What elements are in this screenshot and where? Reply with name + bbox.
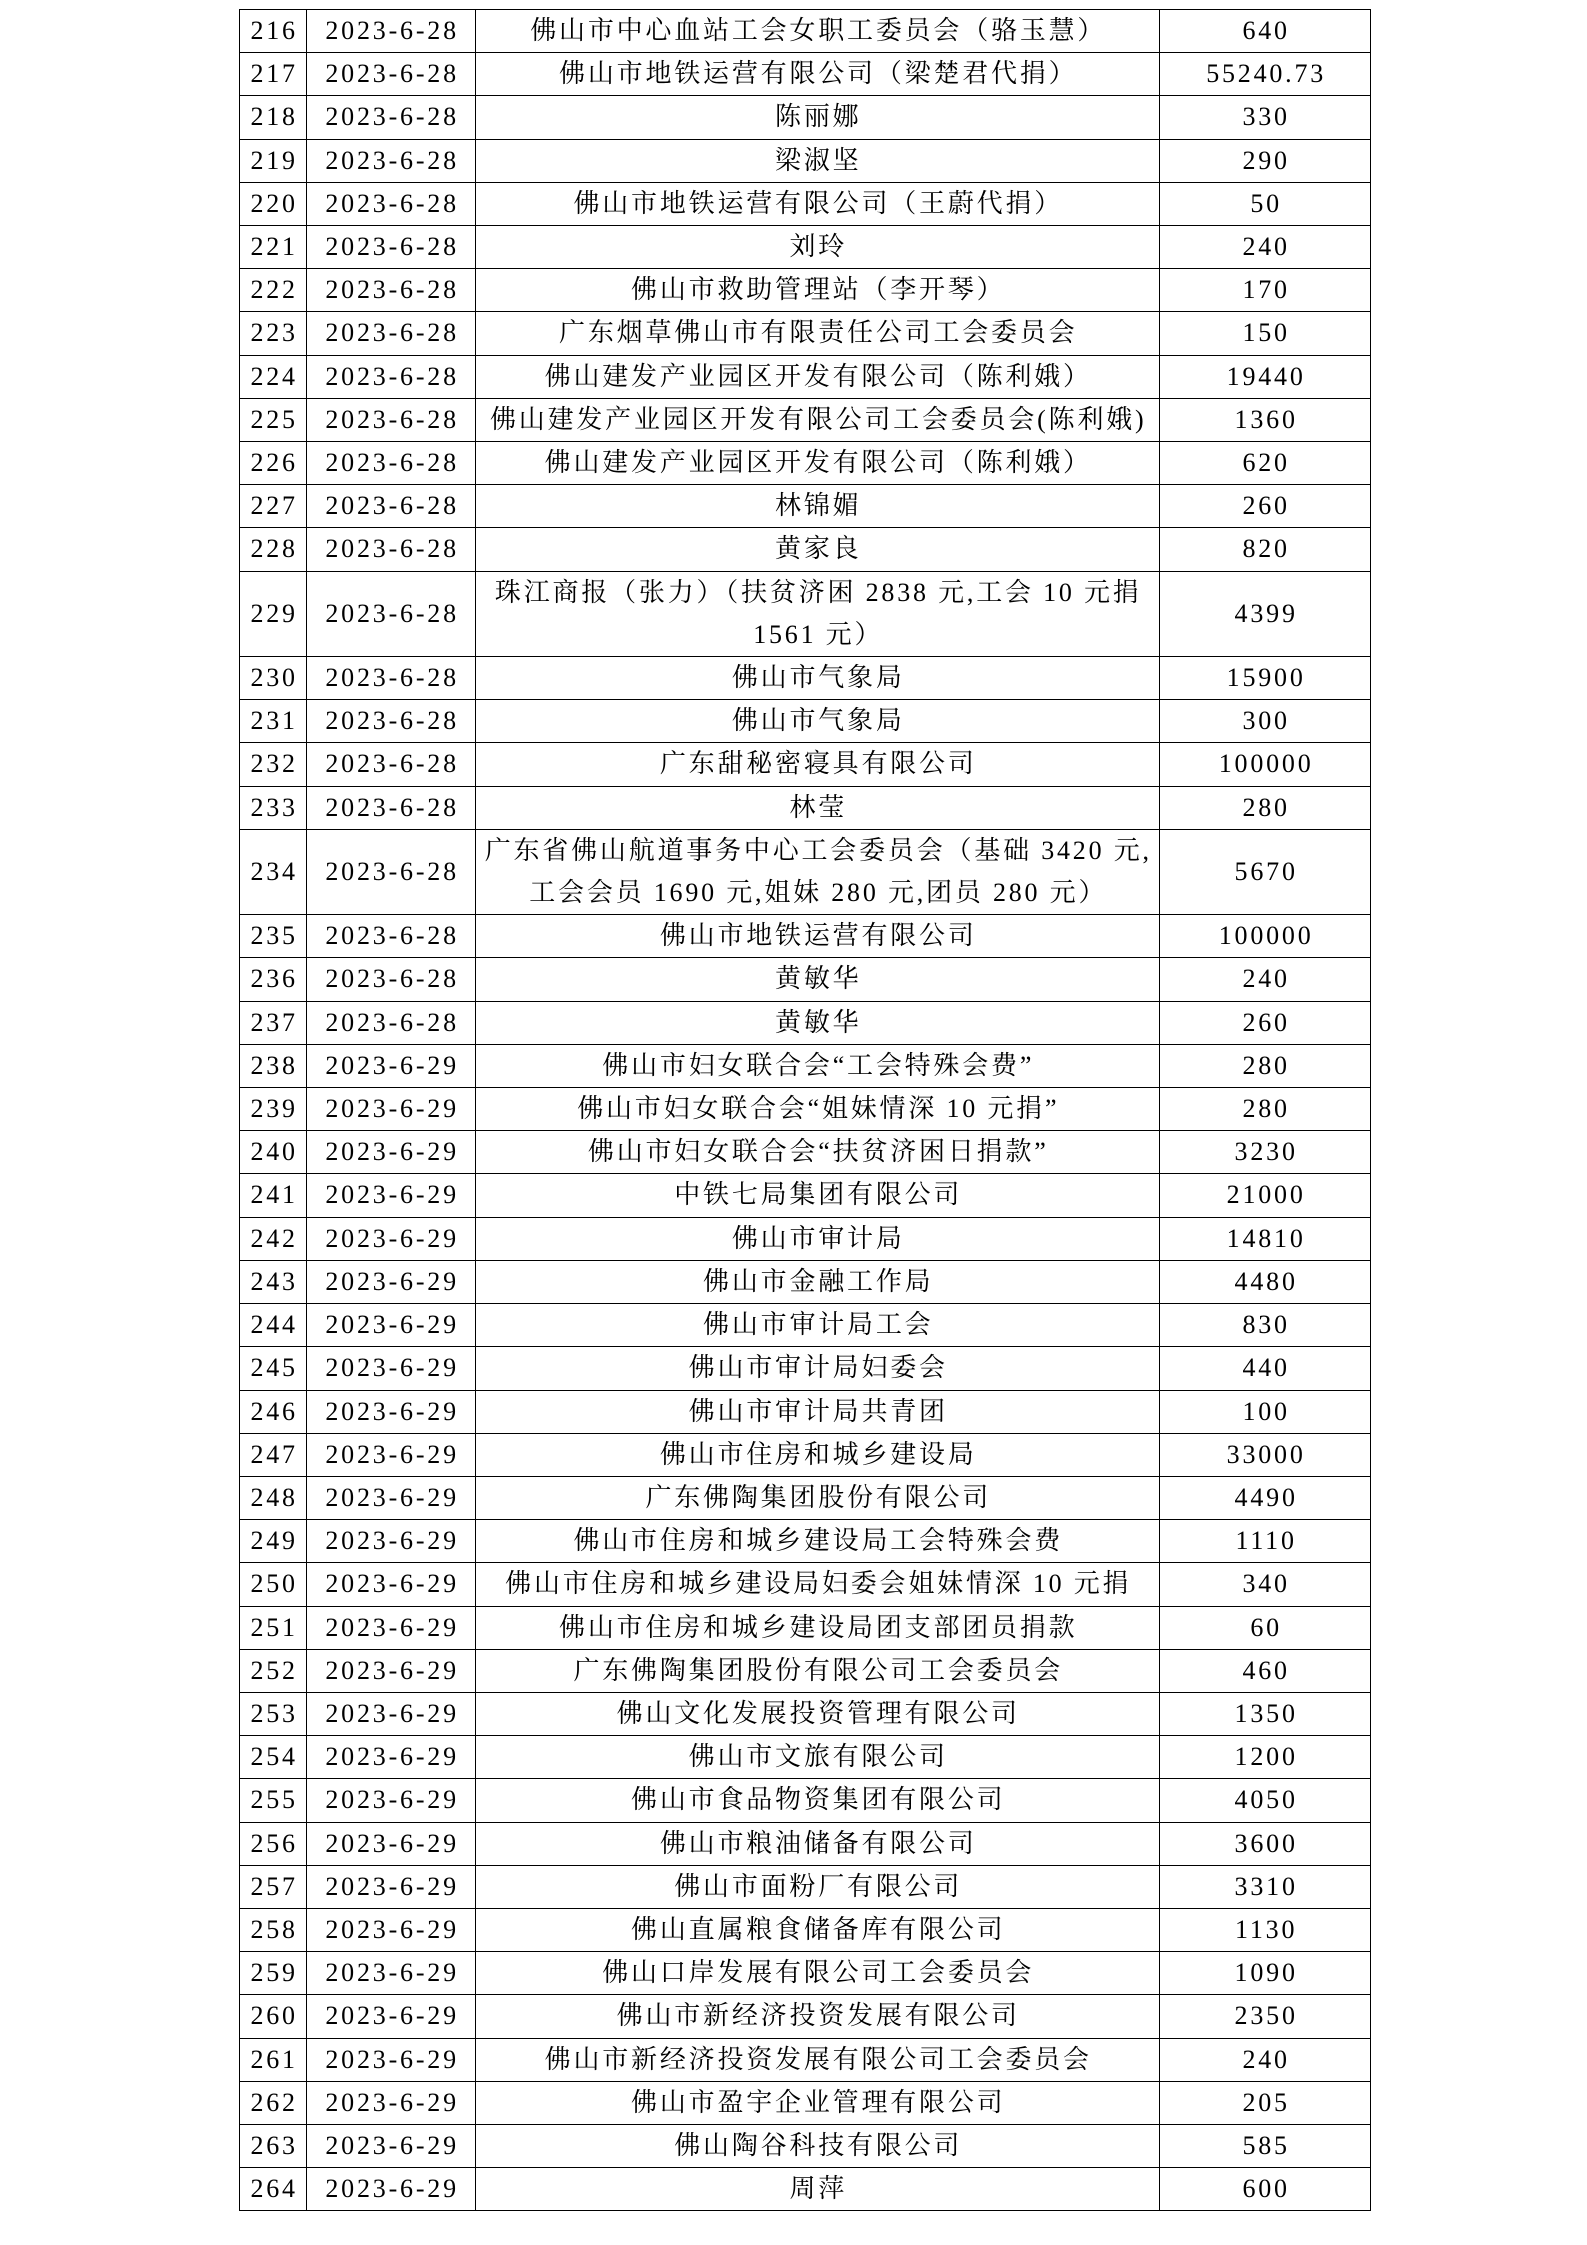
table-row bbox=[240, 1218, 1371, 1261]
amount-cell: 820 bbox=[1160, 528, 1372, 570]
amount-cell: 33000 bbox=[1160, 1434, 1372, 1476]
table-row bbox=[240, 1347, 1371, 1390]
date-cell: 2023-6-29 bbox=[307, 1434, 477, 1476]
table-row bbox=[240, 572, 1371, 657]
row-number-cell: 249 bbox=[240, 1520, 307, 1562]
table-row bbox=[240, 1779, 1371, 1822]
table-row bbox=[240, 140, 1371, 183]
row-number-cell: 219 bbox=[240, 140, 307, 182]
amount-cell: 100 bbox=[1160, 1391, 1372, 1433]
row-number-cell: 220 bbox=[240, 183, 307, 225]
donor-name-cell: 佛山市文旅有限公司 bbox=[476, 1736, 1160, 1778]
row-number-cell: 218 bbox=[240, 96, 307, 138]
amount-cell: 240 bbox=[1160, 2039, 1372, 2081]
donor-name-cell: 刘玲 bbox=[476, 226, 1160, 268]
table-row bbox=[240, 1477, 1371, 1520]
table-row bbox=[240, 743, 1371, 786]
donor-name-cell: 佛山市住房和城乡建设局团支部团员捐款 bbox=[476, 1607, 1160, 1649]
table-row bbox=[240, 356, 1371, 399]
date-cell: 2023-6-28 bbox=[307, 958, 477, 1000]
row-number-cell: 225 bbox=[240, 399, 307, 441]
donor-name-cell: 广东佛陶集团股份有限公司 bbox=[476, 1477, 1160, 1519]
date-cell: 2023-6-29 bbox=[307, 1607, 477, 1649]
date-cell: 2023-6-29 bbox=[307, 1174, 477, 1216]
row-number-cell: 244 bbox=[240, 1304, 307, 1346]
date-cell: 2023-6-28 bbox=[307, 96, 477, 138]
donor-name-cell: 梁淑坚 bbox=[476, 140, 1160, 182]
donor-name-cell: 周萍 bbox=[476, 2168, 1160, 2210]
amount-cell: 1360 bbox=[1160, 399, 1372, 441]
table-row bbox=[240, 2168, 1371, 2211]
table-row bbox=[240, 10, 1371, 53]
row-number-cell: 262 bbox=[240, 2082, 307, 2124]
amount-cell: 600 bbox=[1160, 2168, 1372, 2210]
date-cell: 2023-6-29 bbox=[307, 1520, 477, 1562]
table-row bbox=[240, 1131, 1371, 1174]
amount-cell: 4050 bbox=[1160, 1779, 1372, 1821]
table-row bbox=[240, 700, 1371, 743]
date-cell: 2023-6-29 bbox=[307, 1045, 477, 1087]
date-cell: 2023-6-29 bbox=[307, 1304, 477, 1346]
row-number-cell: 234 bbox=[240, 830, 307, 914]
row-number-cell: 248 bbox=[240, 1477, 307, 1519]
table-row bbox=[240, 1693, 1371, 1736]
amount-cell: 15900 bbox=[1160, 657, 1372, 699]
donor-name-cell: 佛山市中心血站工会女职工委员会（骆玉慧） bbox=[476, 10, 1160, 52]
table-row bbox=[240, 1391, 1371, 1434]
row-number-cell: 252 bbox=[240, 1650, 307, 1692]
row-number-cell: 226 bbox=[240, 442, 307, 484]
table-row bbox=[240, 1823, 1371, 1866]
row-number-cell: 241 bbox=[240, 1174, 307, 1216]
date-cell: 2023-6-29 bbox=[307, 1736, 477, 1778]
donor-name-cell: 佛山市地铁运营有限公司（梁楚君代捐） bbox=[476, 53, 1160, 95]
amount-cell: 340 bbox=[1160, 1563, 1372, 1605]
donor-name-cell: 佛山市气象局 bbox=[476, 657, 1160, 699]
donor-name-cell: 黄家良 bbox=[476, 528, 1160, 570]
donor-name-cell: 佛山建发产业园区开发有限公司（陈利娥） bbox=[476, 356, 1160, 398]
date-cell: 2023-6-28 bbox=[307, 356, 477, 398]
date-cell: 2023-6-28 bbox=[307, 528, 477, 570]
table-row bbox=[240, 1995, 1371, 2038]
date-cell: 2023-6-29 bbox=[307, 2125, 477, 2167]
amount-cell: 55240.73 bbox=[1160, 53, 1372, 95]
amount-cell: 280 bbox=[1160, 787, 1372, 829]
date-cell: 2023-6-29 bbox=[307, 2082, 477, 2124]
table-row bbox=[240, 183, 1371, 226]
table-row bbox=[240, 53, 1371, 96]
donor-name-cell: 佛山市气象局 bbox=[476, 700, 1160, 742]
amount-cell: 280 bbox=[1160, 1088, 1372, 1130]
amount-cell: 260 bbox=[1160, 485, 1372, 527]
date-cell: 2023-6-29 bbox=[307, 1088, 477, 1130]
date-cell: 2023-6-29 bbox=[307, 2039, 477, 2081]
amount-cell: 1200 bbox=[1160, 1736, 1372, 1778]
date-cell: 2023-6-29 bbox=[307, 1563, 477, 1605]
amount-cell: 280 bbox=[1160, 1045, 1372, 1087]
amount-cell: 3230 bbox=[1160, 1131, 1372, 1173]
donor-name-cell: 广东佛陶集团股份有限公司工会委员会 bbox=[476, 1650, 1160, 1692]
donor-name-cell: 佛山市妇女联合会“姐妹情深 10 元捐” bbox=[476, 1088, 1160, 1130]
table-row bbox=[240, 1520, 1371, 1563]
amount-cell: 1350 bbox=[1160, 1693, 1372, 1735]
table-row bbox=[240, 485, 1371, 528]
donor-name-cell: 佛山建发产业园区开发有限公司（陈利娥） bbox=[476, 442, 1160, 484]
table-row bbox=[240, 2082, 1371, 2125]
row-number-cell: 227 bbox=[240, 485, 307, 527]
amount-cell: 4490 bbox=[1160, 1477, 1372, 1519]
table-row bbox=[240, 958, 1371, 1001]
donor-name-cell: 佛山市审计局共青团 bbox=[476, 1391, 1160, 1433]
date-cell: 2023-6-29 bbox=[307, 1909, 477, 1951]
amount-cell: 60 bbox=[1160, 1607, 1372, 1649]
donor-name-cell: 佛山市金融工作局 bbox=[476, 1261, 1160, 1303]
row-number-cell: 251 bbox=[240, 1607, 307, 1649]
amount-cell: 4480 bbox=[1160, 1261, 1372, 1303]
amount-cell: 100000 bbox=[1160, 743, 1372, 785]
table-row bbox=[240, 1088, 1371, 1131]
row-number-cell: 221 bbox=[240, 226, 307, 268]
donor-name-cell: 黄敏华 bbox=[476, 1002, 1160, 1044]
donor-name-cell: 珠江商报（张力）（扶贫济困 2838 元,工会 10 元捐 1561 元） bbox=[476, 572, 1160, 656]
table-row bbox=[240, 1650, 1371, 1693]
donor-name-cell: 佛山建发产业园区开发有限公司工会委员会(陈利娥) bbox=[476, 399, 1160, 441]
amount-cell: 14810 bbox=[1160, 1218, 1372, 1260]
donor-name-cell: 林莹 bbox=[476, 787, 1160, 829]
row-number-cell: 236 bbox=[240, 958, 307, 1000]
date-cell: 2023-6-29 bbox=[307, 1131, 477, 1173]
date-cell: 2023-6-28 bbox=[307, 787, 477, 829]
amount-cell: 460 bbox=[1160, 1650, 1372, 1692]
row-number-cell: 235 bbox=[240, 915, 307, 957]
row-number-cell: 242 bbox=[240, 1218, 307, 1260]
table-row bbox=[240, 226, 1371, 269]
donor-name-cell: 黄敏华 bbox=[476, 958, 1160, 1000]
table-row bbox=[240, 442, 1371, 485]
amount-cell: 19440 bbox=[1160, 356, 1372, 398]
donor-name-cell: 佛山市审计局妇委会 bbox=[476, 1347, 1160, 1389]
table-row bbox=[240, 1002, 1371, 1045]
donor-name-cell: 佛山陶谷科技有限公司 bbox=[476, 2125, 1160, 2167]
row-number-cell: 238 bbox=[240, 1045, 307, 1087]
table-row bbox=[240, 1952, 1371, 1995]
amount-cell: 4399 bbox=[1160, 572, 1372, 656]
donation-table bbox=[239, 9, 1371, 2211]
row-number-cell: 245 bbox=[240, 1347, 307, 1389]
amount-cell: 3600 bbox=[1160, 1823, 1372, 1865]
donor-name-cell: 佛山市救助管理站（李开琴） bbox=[476, 269, 1160, 311]
table-row bbox=[240, 2125, 1371, 2168]
amount-cell: 330 bbox=[1160, 96, 1372, 138]
row-number-cell: 223 bbox=[240, 312, 307, 354]
row-number-cell: 243 bbox=[240, 1261, 307, 1303]
date-cell: 2023-6-29 bbox=[307, 1391, 477, 1433]
amount-cell: 640 bbox=[1160, 10, 1372, 52]
amount-cell: 21000 bbox=[1160, 1174, 1372, 1216]
donor-name-cell: 佛山市盈宇企业管理有限公司 bbox=[476, 2082, 1160, 2124]
row-number-cell: 232 bbox=[240, 743, 307, 785]
date-cell: 2023-6-28 bbox=[307, 915, 477, 957]
donor-name-cell: 佛山市住房和城乡建设局妇委会姐妹情深 10 元捐 bbox=[476, 1563, 1160, 1605]
row-number-cell: 229 bbox=[240, 572, 307, 656]
table-row bbox=[240, 915, 1371, 958]
date-cell: 2023-6-28 bbox=[307, 10, 477, 52]
donor-name-cell: 中铁七局集团有限公司 bbox=[476, 1174, 1160, 1216]
row-number-cell: 250 bbox=[240, 1563, 307, 1605]
amount-cell: 440 bbox=[1160, 1347, 1372, 1389]
donor-name-cell: 佛山市审计局 bbox=[476, 1218, 1160, 1260]
date-cell: 2023-6-28 bbox=[307, 743, 477, 785]
row-number-cell: 216 bbox=[240, 10, 307, 52]
date-cell: 2023-6-28 bbox=[307, 485, 477, 527]
amount-cell: 5670 bbox=[1160, 830, 1372, 914]
date-cell: 2023-6-28 bbox=[307, 140, 477, 182]
date-cell: 2023-6-29 bbox=[307, 1650, 477, 1692]
date-cell: 2023-6-28 bbox=[307, 399, 477, 441]
donor-name-cell: 佛山市新经济投资发展有限公司 bbox=[476, 1995, 1160, 2037]
date-cell: 2023-6-29 bbox=[307, 1261, 477, 1303]
amount-cell: 2350 bbox=[1160, 1995, 1372, 2037]
row-number-cell: 233 bbox=[240, 787, 307, 829]
row-number-cell: 230 bbox=[240, 657, 307, 699]
date-cell: 2023-6-28 bbox=[307, 572, 477, 656]
donor-name-cell: 佛山口岸发展有限公司工会委员会 bbox=[476, 1952, 1160, 1994]
row-number-cell: 263 bbox=[240, 2125, 307, 2167]
donor-name-cell: 佛山市地铁运营有限公司（王蔚代捐） bbox=[476, 183, 1160, 225]
table-row bbox=[240, 1736, 1371, 1779]
table-row bbox=[240, 399, 1371, 442]
donor-name-cell: 广东省佛山航道事务中心工会委员会（基础 3420 元,工会会员 1690 元,姐妹 280 元,团员 280 元） bbox=[476, 830, 1160, 914]
row-number-cell: 217 bbox=[240, 53, 307, 95]
row-number-cell: 237 bbox=[240, 1002, 307, 1044]
row-number-cell: 254 bbox=[240, 1736, 307, 1778]
date-cell: 2023-6-28 bbox=[307, 312, 477, 354]
row-number-cell: 246 bbox=[240, 1391, 307, 1433]
donor-name-cell: 陈丽娜 bbox=[476, 96, 1160, 138]
amount-cell: 1090 bbox=[1160, 1952, 1372, 1994]
amount-cell: 150 bbox=[1160, 312, 1372, 354]
table-row bbox=[240, 1261, 1371, 1304]
donor-name-cell: 佛山市住房和城乡建设局工会特殊会费 bbox=[476, 1520, 1160, 1562]
date-cell: 2023-6-29 bbox=[307, 1347, 477, 1389]
date-cell: 2023-6-29 bbox=[307, 1218, 477, 1260]
date-cell: 2023-6-29 bbox=[307, 1693, 477, 1735]
date-cell: 2023-6-29 bbox=[307, 1952, 477, 1994]
table-row bbox=[240, 2039, 1371, 2082]
row-number-cell: 264 bbox=[240, 2168, 307, 2210]
table-row bbox=[240, 528, 1371, 571]
donor-name-cell: 广东烟草佛山市有限责任公司工会委员会 bbox=[476, 312, 1160, 354]
date-cell: 2023-6-29 bbox=[307, 1866, 477, 1908]
table-row bbox=[240, 96, 1371, 139]
amount-cell: 170 bbox=[1160, 269, 1372, 311]
row-number-cell: 228 bbox=[240, 528, 307, 570]
amount-cell: 585 bbox=[1160, 2125, 1372, 2167]
table-row bbox=[240, 1909, 1371, 1952]
date-cell: 2023-6-28 bbox=[307, 226, 477, 268]
amount-cell: 3310 bbox=[1160, 1866, 1372, 1908]
table-row bbox=[240, 1174, 1371, 1217]
table-row bbox=[240, 269, 1371, 312]
donor-name-cell: 佛山市住房和城乡建设局 bbox=[476, 1434, 1160, 1476]
row-number-cell: 257 bbox=[240, 1866, 307, 1908]
amount-cell: 240 bbox=[1160, 958, 1372, 1000]
donor-name-cell: 佛山文化发展投资管理有限公司 bbox=[476, 1693, 1160, 1735]
row-number-cell: 239 bbox=[240, 1088, 307, 1130]
row-number-cell: 258 bbox=[240, 1909, 307, 1951]
row-number-cell: 224 bbox=[240, 356, 307, 398]
row-number-cell: 240 bbox=[240, 1131, 307, 1173]
table-row bbox=[240, 1866, 1371, 1909]
amount-cell: 300 bbox=[1160, 700, 1372, 742]
table-row bbox=[240, 787, 1371, 830]
donor-name-cell: 佛山市粮油储备有限公司 bbox=[476, 1823, 1160, 1865]
row-number-cell: 222 bbox=[240, 269, 307, 311]
row-number-cell: 247 bbox=[240, 1434, 307, 1476]
date-cell: 2023-6-28 bbox=[307, 53, 477, 95]
amount-cell: 100000 bbox=[1160, 915, 1372, 957]
donor-name-cell: 佛山市妇女联合会“扶贫济困日捐款” bbox=[476, 1131, 1160, 1173]
date-cell: 2023-6-28 bbox=[307, 657, 477, 699]
date-cell: 2023-6-28 bbox=[307, 700, 477, 742]
donor-name-cell: 佛山市面粉厂有限公司 bbox=[476, 1866, 1160, 1908]
amount-cell: 240 bbox=[1160, 226, 1372, 268]
date-cell: 2023-6-29 bbox=[307, 1477, 477, 1519]
donor-name-cell: 佛山市地铁运营有限公司 bbox=[476, 915, 1160, 957]
date-cell: 2023-6-28 bbox=[307, 183, 477, 225]
table-row bbox=[240, 312, 1371, 355]
donor-name-cell: 广东甜秘密寝具有限公司 bbox=[476, 743, 1160, 785]
date-cell: 2023-6-28 bbox=[307, 830, 477, 914]
date-cell: 2023-6-29 bbox=[307, 1823, 477, 1865]
row-number-cell: 260 bbox=[240, 1995, 307, 2037]
amount-cell: 620 bbox=[1160, 442, 1372, 484]
table-row bbox=[240, 1434, 1371, 1477]
table-row bbox=[240, 657, 1371, 700]
donor-name-cell: 林锦媚 bbox=[476, 485, 1160, 527]
row-number-cell: 256 bbox=[240, 1823, 307, 1865]
date-cell: 2023-6-28 bbox=[307, 1002, 477, 1044]
amount-cell: 1110 bbox=[1160, 1520, 1372, 1562]
amount-cell: 830 bbox=[1160, 1304, 1372, 1346]
row-number-cell: 253 bbox=[240, 1693, 307, 1735]
row-number-cell: 259 bbox=[240, 1952, 307, 1994]
date-cell: 2023-6-28 bbox=[307, 269, 477, 311]
amount-cell: 205 bbox=[1160, 2082, 1372, 2124]
donor-name-cell: 佛山市新经济投资发展有限公司工会委员会 bbox=[476, 2039, 1160, 2081]
amount-cell: 290 bbox=[1160, 140, 1372, 182]
table-row bbox=[240, 1045, 1371, 1088]
row-number-cell: 261 bbox=[240, 2039, 307, 2081]
amount-cell: 50 bbox=[1160, 183, 1372, 225]
date-cell: 2023-6-28 bbox=[307, 442, 477, 484]
table-row bbox=[240, 1563, 1371, 1606]
donor-name-cell: 佛山直属粮食储备库有限公司 bbox=[476, 1909, 1160, 1951]
row-number-cell: 255 bbox=[240, 1779, 307, 1821]
date-cell: 2023-6-29 bbox=[307, 2168, 477, 2210]
table-row bbox=[240, 1607, 1371, 1650]
donor-name-cell: 佛山市妇女联合会“工会特殊会费” bbox=[476, 1045, 1160, 1087]
table-row bbox=[240, 1304, 1371, 1347]
row-number-cell: 231 bbox=[240, 700, 307, 742]
table-row bbox=[240, 830, 1371, 915]
date-cell: 2023-6-29 bbox=[307, 1995, 477, 2037]
amount-cell: 260 bbox=[1160, 1002, 1372, 1044]
donor-name-cell: 佛山市食品物资集团有限公司 bbox=[476, 1779, 1160, 1821]
amount-cell: 1130 bbox=[1160, 1909, 1372, 1951]
date-cell: 2023-6-29 bbox=[307, 1779, 477, 1821]
donor-name-cell: 佛山市审计局工会 bbox=[476, 1304, 1160, 1346]
